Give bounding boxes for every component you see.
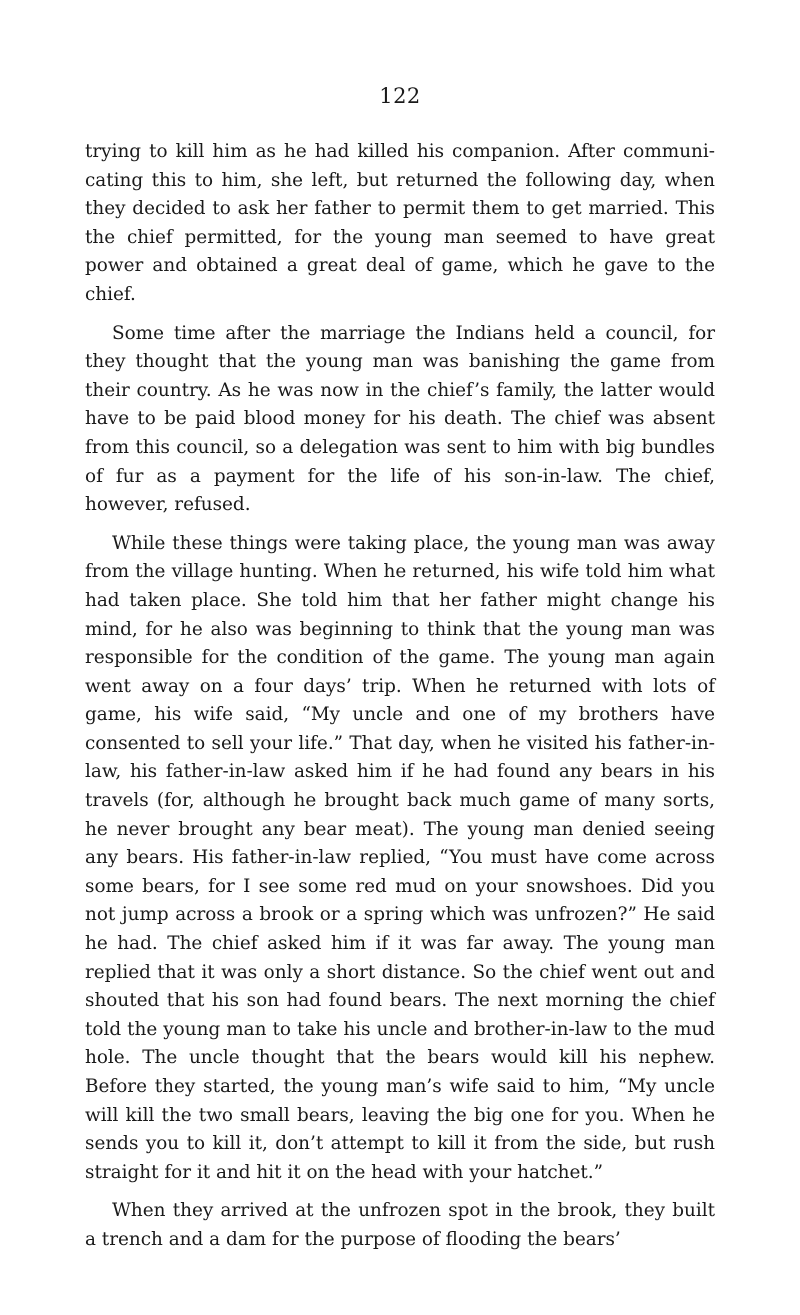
paragraph-2: Some time after the marriage the Indians held a council, for they thought that the young man was banishing the game from their country. As he was now in the chief’s family, the latter would have to be paid blood money for his death. The chief was absent from this council, so a delegation was sent to him with big bundles of fur as a payment for the life of his son-in-law. The chief, however, refused.: [85, 322, 715, 516]
body-text: [85, 138, 715, 1265]
paragraph-3: While these things were taking place, the young man was away from the village hunting. When he returned, his wife told him what had taken place. She told him that her father might change his mind, for he also was beginning to think that the young man was responsible for the condition of the game. The young man again went away on a four days’ trip. When he returned with lots of game, his wife said, “My uncle and one of my brothers have consented to sell your life.” That day, when he visited his father-in-law, his father-in-law asked him if he had found any bears in his travels (for, although he brought back much game of many sorts, he never brought any bear meat). The young man denied seeing any bears. His father-in-law replied, “You must have come across some bears, for I see some red mud on your snowshoes. Did you not jump across a brook or a spring which was unfrozen?” He said he had. The chief asked him if it was far away. The young man replied that it was only a short distance. So the chief went out and shouted that his son had found bears. The next morning the chief told the young man to take his uncle and brother-in-law to the mud hole. The uncle thought that the bears would kill his nephew. Before they started, the young man’s wife said to him, “My uncle will kill the two small bears, leaving the big one for you. When he sends you to kill it, don’t attempt to kill it from the side, but rush straight for it and hit it on the head with your hatchet.”: [85, 532, 715, 1183]
paragraph-4: When they arrived at the unfrozen spot in the brook, they built a trench and a dam for the purpose of flooding the bears’: [85, 1200, 715, 1250]
page-number: 122: [379, 84, 421, 108]
paragraph-1: trying to kill him as he had killed his companion. After communi-cating this to him, she left, but returned the following day, when they decided to ask her father to permit them to get married. This the chief permitted, for the young man seemed to have great power and obtained a great deal of game, which he gave to the chief.: [85, 141, 715, 305]
